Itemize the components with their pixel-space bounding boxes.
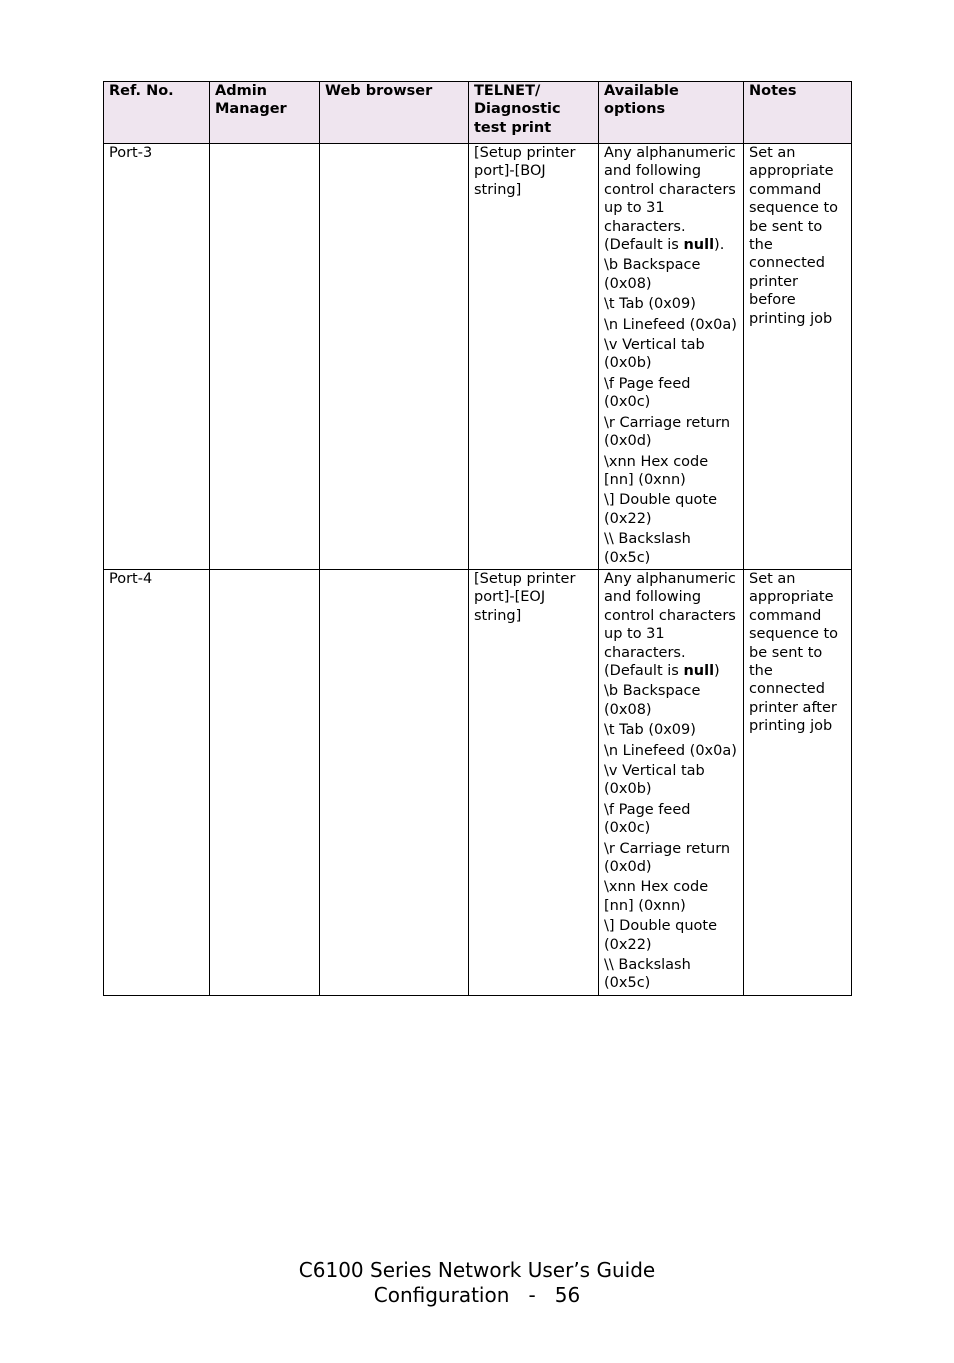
control-character-option: \v Vertical tab (0x0b) xyxy=(604,337,705,372)
options-intro xyxy=(604,144,739,254)
control-character-option: \xnn Hex code [nn] (0xnn) xyxy=(604,879,709,914)
control-character-option: \n Linefeed (0x0a) xyxy=(604,316,737,333)
header-admin-manager: Admin Manager xyxy=(210,82,320,144)
control-character-option: \] Double quote (0x22) xyxy=(604,918,718,953)
table-row xyxy=(104,144,852,570)
footer-title: C6100 Series Network User’s Guide xyxy=(298,1258,656,1282)
control-character-option: \xnn Hex code [nn] (0xnn) xyxy=(604,453,709,488)
control-character-option: \r Carriage return (0x0d) xyxy=(604,840,731,876)
control-character-option: \f Page feed (0x0c) xyxy=(604,375,691,411)
cell-notes: Set an appropriate command sequence to be sent to the connected printer before printing job xyxy=(744,144,852,570)
options-intro-text: Any alphanumeric and following control characters up to 31 characters. (Default is xyxy=(604,145,736,254)
control-character-option: \\ Backslash (0x5c) xyxy=(604,531,691,566)
control-character-option: \v Vertical tab (0x0b) xyxy=(604,763,705,798)
default-value: null xyxy=(683,662,715,679)
control-character-option: \\ Backslash (0x5c) xyxy=(604,957,691,992)
default-value: null xyxy=(683,237,715,254)
options-intro xyxy=(604,570,739,680)
cell-admin-manager xyxy=(210,569,320,995)
header-telnet: TELNET/ Diagnostic test print xyxy=(469,82,599,144)
control-character-option: \b Backspace (0x08) xyxy=(604,257,701,292)
header-web-browser: Web browser xyxy=(320,82,469,144)
cell-web-browser xyxy=(320,144,469,570)
options-intro-end: ) xyxy=(714,662,720,679)
cell-available-options xyxy=(599,144,744,570)
cell-available-options xyxy=(599,569,744,995)
header-ref-no: Ref. No. xyxy=(104,82,210,144)
cell-telnet: [Setup printer port]-[BOJ string] xyxy=(469,144,599,570)
cell-notes: Set an appropriate command sequence to be sent to the connected printer after printing job xyxy=(744,569,852,995)
control-character-option: \n Linefeed (0x0a) xyxy=(604,742,737,759)
header-notes: Notes xyxy=(744,82,852,144)
cell-admin-manager xyxy=(210,144,320,570)
control-character-option: \f Page feed (0x0c) xyxy=(604,801,691,837)
cell-web-browser xyxy=(320,569,469,995)
options-table xyxy=(103,81,852,996)
control-character-option: \r Carriage return (0x0d) xyxy=(604,414,731,450)
cell-telnet: [Setup printer port]-[EOJ string] xyxy=(469,569,599,995)
header-available-options: Available options xyxy=(599,82,744,144)
control-character-option: \] Double quote (0x22) xyxy=(604,492,718,527)
control-character-option: \t Tab (0x09) xyxy=(604,722,696,739)
options-intro-text: Any alphanumeric and following control characters up to 31 characters. (Default is xyxy=(604,570,736,679)
options-intro-end: ). xyxy=(714,237,725,254)
cell-ref-no: Port-4 xyxy=(104,569,210,995)
control-character-option: \t Tab (0x09) xyxy=(604,296,696,313)
cell-ref-no: Port-3 xyxy=(104,144,210,570)
footer-section-page: Configuration - 56 xyxy=(373,1283,581,1307)
control-character-option: \b Backspace (0x08) xyxy=(604,683,701,718)
table-row xyxy=(104,569,852,995)
table-header-row xyxy=(104,82,852,144)
